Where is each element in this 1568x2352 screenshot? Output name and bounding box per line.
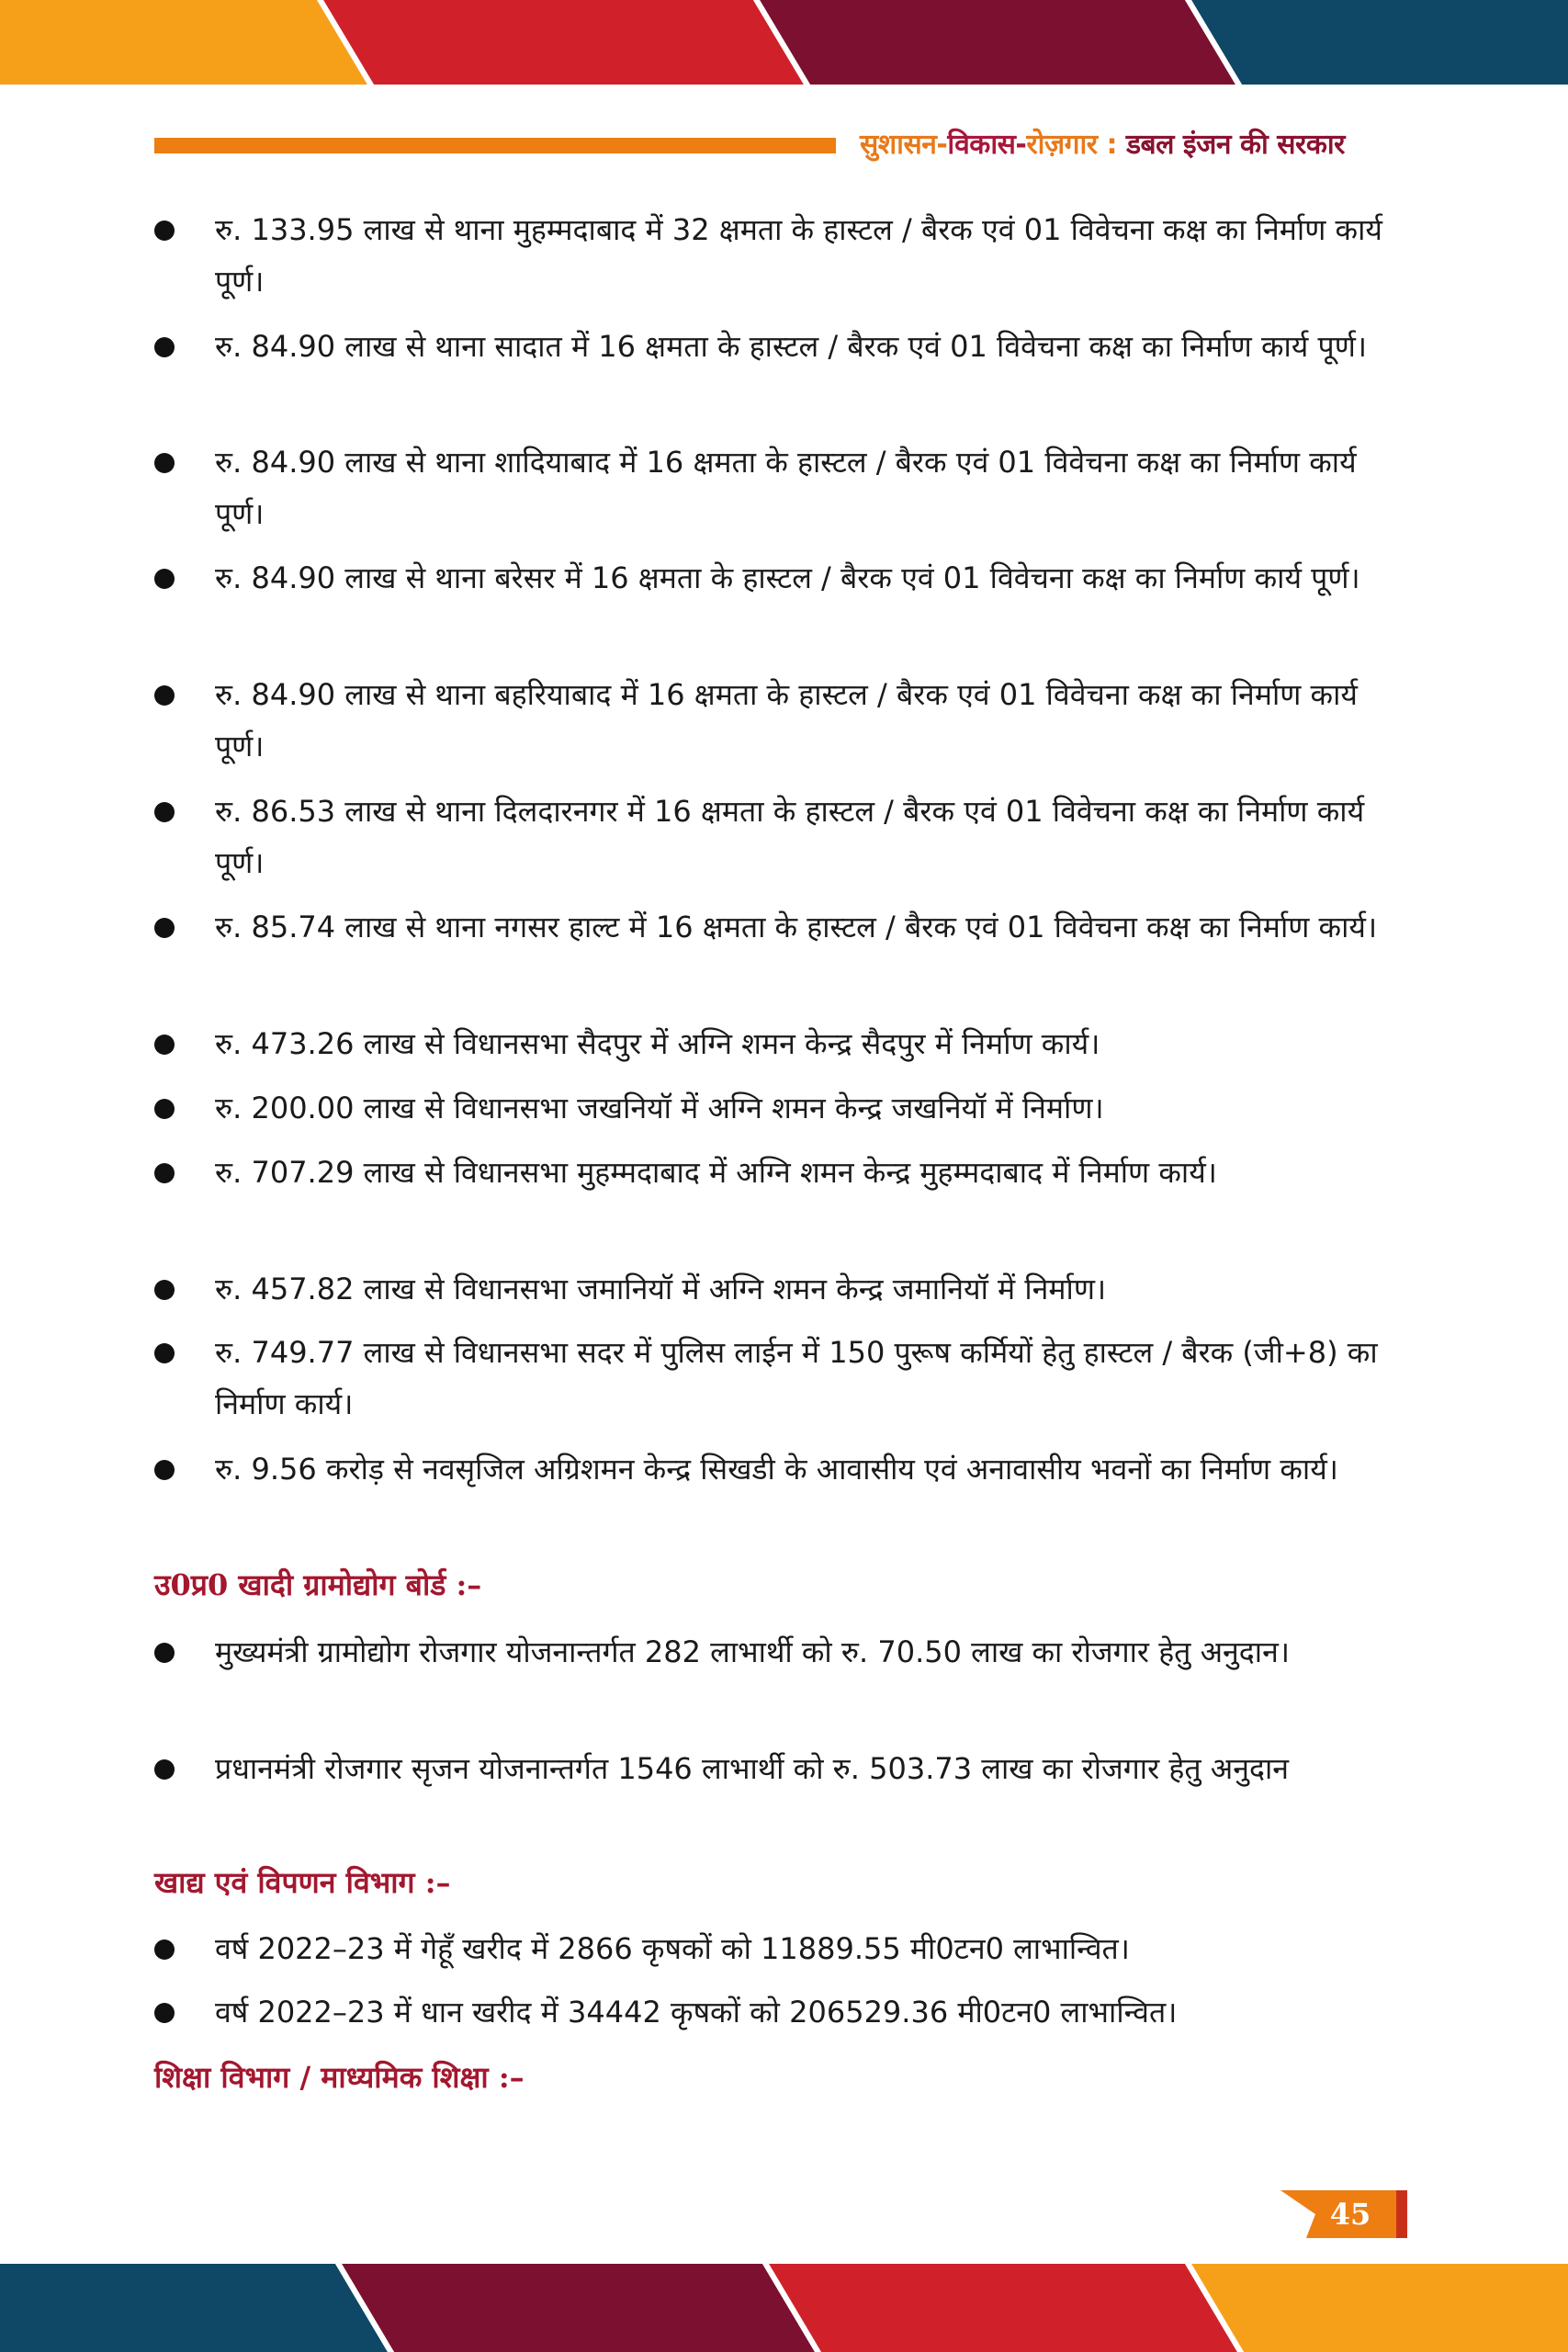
bullet-icon — [154, 1035, 175, 1055]
bullet-icon — [154, 453, 175, 473]
list-item-text: रु. 85.74 लाख से थाना नगसर हाल्ट में 16 क्षमता के हास्टल / बैरक एवं 01 विवेचना कक्ष का निर्माण कार्य। — [215, 910, 1378, 944]
header-title-part-double-engine: डबल इंजन की सरकार — [1117, 129, 1345, 161]
bullet-icon — [154, 2003, 175, 2023]
page-number: 45 — [1329, 2197, 1371, 2232]
list-item-text: रु. 707.29 लाख से विधानसभा मुहम्मदाबाद में अग्नि शमन केन्द्र मुहम्मदाबाद में निर्माण कार्य। — [215, 1155, 1217, 1190]
section-heading-food: खाद्य एवं विपणन विभाग :– — [154, 1865, 451, 1900]
bullet-icon — [154, 1280, 175, 1300]
header-title-part-vikas: विकास- — [947, 129, 1027, 161]
list-item-text: रु. 9.56 करोड़ से नवसृजिल अग्रिशमन केन्द्र सिखडी के आवासीय एवं अनावासीय भवनों का निर्माण कार्य। — [215, 1452, 1338, 1487]
section-heading-education: शिक्षा विभाग / माध्यमिक शिक्षा :– — [154, 2060, 525, 2095]
bullet-icon — [154, 1643, 175, 1663]
list-item-text: रु. 200.00 लाख से विधानसभा जखनियॉ में अग्नि शमन केन्द्र जखनियॉ में निर्माण। — [215, 1091, 1104, 1125]
list-item-text: रु. 84.90 लाख से थाना शादियाबाद में 16 क्षमता के हास्टल / बैरक एवं 01 विवेचना कक्ष का निर्माण कार्य पूर्ण। — [215, 445, 1357, 531]
page-number-tab — [1280, 2190, 1407, 2238]
list-item-text: वर्ष 2022–23 में धान खरीद में 34442 कृषकों को 206529.36 मी0टन0 लाभान्वित। — [215, 1995, 1178, 2030]
list-item-text: रु. 84.90 लाख से थाना बहरियाबाद में 16 क्षमता के हास्टल / बैरक एवं 01 विवेचना कक्ष का निर्माण कार्य पूर्ण। — [215, 677, 1358, 763]
list-item-text: प्रधानमंत्री रोजगार सृजन योजनान्तर्गत 1546 लाभार्थी को रु. 503.73 लाख का रोजगार हेतु अनुदान — [215, 1751, 1289, 1786]
bullet-icon — [154, 918, 175, 938]
section-heading-khadi: उ0प्र0 खादी ग्रामोद्योग बोर्ड :– — [154, 1567, 482, 1602]
bullet-icon — [154, 1099, 175, 1119]
list-item-text: रु. 473.26 लाख से विधानसभा सैदपुर में अग्नि शमन केन्द्र सैदपुर में निर्माण कार्य। — [215, 1026, 1100, 1061]
bullet-icon — [154, 337, 175, 357]
list-item-text: मुख्यमंत्री ग्रामोद्योग रोजगार योजनान्तर्गत 282 लाभार्थी को रु. 70.50 लाख का रोजगार हेतु अनुदान। — [215, 1634, 1290, 1669]
header-title-part-sushasan: सुशासन- — [860, 129, 948, 161]
bullet-icon — [154, 569, 175, 589]
list-item-text: रु. 84.90 लाख से थाना बरेसर में 16 क्षमता के हास्टल / बैरक एवं 01 विवेचना कक्ष का निर्माण कार्य पूर्ण। — [215, 560, 1360, 595]
bullet-icon — [154, 1759, 175, 1780]
bullet-icon — [154, 802, 175, 822]
bullet-icon — [154, 1939, 175, 1960]
bullet-icon — [154, 685, 175, 706]
list-item-text: रु. 457.82 लाख से विधानसभा जमानियॉ में अग्नि शमन केन्द्र जमानियॉ में निर्माण। — [215, 1272, 1107, 1306]
bottom-color-band — [0, 2264, 1568, 2352]
bullet-icon — [154, 220, 175, 241]
bullet-icon — [154, 1343, 175, 1363]
list-item-text: वर्ष 2022–23 में गेहूँ खरीद में 2866 कृषकों को 11889.55 मी0टन0 लाभान्वित। — [215, 1931, 1130, 1966]
list-item-text: रु. 86.53 लाख से थाना दिलदारनगर में 16 क्षमता के हास्टल / बैरक एवं 01 विवेचना कक्ष का निर्माण कार्य पूर्ण। — [215, 794, 1365, 880]
header-title-part-rozgar: रोज़गार : — [1026, 129, 1118, 161]
list-item-text: रु. 84.90 लाख से थाना सादात में 16 क्षमता के हास्टल / बैरक एवं 01 विवेचना कक्ष का निर्माण कार्य पूर्ण। — [215, 329, 1367, 364]
bullet-icon — [154, 1163, 175, 1183]
list-item-text: रु. 749.77 लाख से विधानसभा सदर में पुलिस लाईन में 150 पुरूष कर्मियों हेतु हास्टल / बैरक (जी+8) का निर्माण कार्य। — [215, 1335, 1378, 1421]
list-item-text: रु. 133.95 लाख से थाना मुहम्मदाबाद में 32 क्षमता के हास्टल / बैरक एवं 01 विवेचना कक्ष का निर्माण कार्य पूर्ण। — [215, 212, 1382, 299]
bullet-icon — [154, 1460, 175, 1480]
